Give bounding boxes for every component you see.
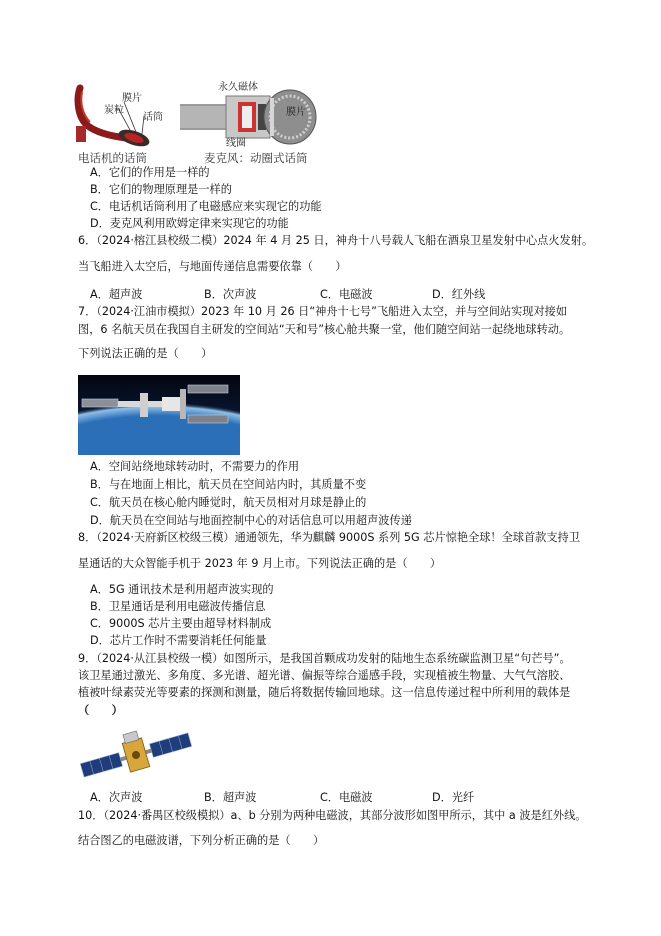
q10-stem-line2: 结合图乙的电磁波谱，下列分析正确的是（ ） xyxy=(78,834,325,847)
q5-option-d: D．麦克风利用欧姆定律来实现它的功能 xyxy=(90,217,289,230)
q9-stem-line3: 植被叶绿素荧光等要素的探测和测量，随后将数据传输回地球。这一信息传递过程中所利用的载体是 xyxy=(78,686,571,699)
satellite-image xyxy=(78,724,194,786)
q7-option-c: C．航天员在核心舱内睡觉时，航天员相对月球是静止的 xyxy=(90,496,367,509)
q9-stem-line1: 9．（2024·从江县校级一模）如图所示，是我国首颗成功发射的陆地生态系统碳监测卫星“句芒号”。 xyxy=(78,652,571,665)
q9-option-a: A．次声波 xyxy=(90,791,143,804)
q6-option-d: D．红外线 xyxy=(432,288,486,301)
q7-stem-line1: 7．（2024·江油市模拟）2023 年 10 月 26 日“神舟十七号”飞船进入太空，并与空间站实现对接如 xyxy=(78,305,568,318)
satellite-illustration xyxy=(78,724,194,786)
q8-stem-line1: 8．（2024·天府新区校级三模）通通领先，华为麒麟 9000S 系列 5G 芯片惊艳全球！全球首款支持卫 xyxy=(78,531,580,544)
q10-stem-line1: 10．（2024·番禺区校级模拟）a、b 分别为两种电磁波，其部分波形如图甲所示，其中 a 波是红外线。 xyxy=(78,809,587,822)
q7-stem-line2: 图，6 名航天员在我国自主研发的空间站“天和号”核心舱共聚一堂，他们随空间站一起绕地球转动。 xyxy=(78,323,571,336)
q8-stem-line2: 星通话的大众智能手机于 2023 年 9 月上市。下列说法正确的是（ ） xyxy=(78,557,442,570)
phone-label-granule: 炭粒 xyxy=(104,105,124,116)
q8-option-a: A．5G 通讯技术是利用超声波实现的 xyxy=(90,583,274,596)
q6-option-b: B．次声波 xyxy=(204,288,257,301)
q7-option-d: D．航天员在空间站与地面控制中心的对话信息可以用超声波传递 xyxy=(90,514,412,527)
q5-option-c: C．电话机话筒利用了电磁感应来实现它的功能 xyxy=(90,200,322,213)
q6-option-a: A．超声波 xyxy=(90,288,143,301)
space-station-illustration xyxy=(78,375,240,455)
q5-option-b: B．它们的物理原理是一样的 xyxy=(90,183,232,196)
q6-stem-line1: 6．（2024·榕江县校级二模）2024 年 4 月 25 日，神舟十八号载人飞船在酒泉卫星发射中心点火发射。 xyxy=(78,234,594,247)
q8-option-c: C．9000S 芯片主要由超导材料制成 xyxy=(90,617,272,630)
q6-option-c: C．电磁波 xyxy=(320,288,373,301)
phone-label-film: 膜片 xyxy=(122,93,142,104)
q8-option-b: B．卫星通话是利用电磁波传播信息 xyxy=(90,600,266,613)
q9-option-d: D．光纤 xyxy=(432,791,475,804)
q9-stem-line2: 该卫星通过激光、多角度、多光谱、超光谱、偏振等综合遥感手段，实现植被生物量、大气气溶胶、 xyxy=(78,669,571,682)
mic-label-magnet: 永久磁体 xyxy=(218,82,258,93)
q5-option-a: A．它们的作用是一样的 xyxy=(90,166,210,179)
mic-label-coil: 线圈 xyxy=(226,138,246,149)
q8-option-d: D．芯片工作时不需要消耗任何能量 xyxy=(90,634,267,647)
mic-label-film: 膜片 xyxy=(286,107,306,118)
phone-caption: 电话机的话筒 xyxy=(78,151,147,165)
mic-caption: 麦克风：动圈式话筒 xyxy=(204,151,308,165)
space-station-image xyxy=(78,375,240,455)
phone-label-mic: 话筒 xyxy=(143,112,163,123)
q9-option-b: B．超声波 xyxy=(204,791,257,804)
q7-option-a: A．空间站绕地球转动时，不需要力的作用 xyxy=(90,460,300,473)
q7-stem-line3: 下列说法正确的是（ ） xyxy=(78,347,213,360)
q9-stem-line4: （ ） xyxy=(78,704,123,717)
q6-stem-line2: 当飞船进入太空后，与地面传递信息需要依靠（ ） xyxy=(78,260,347,273)
q9-option-c: C．电磁波 xyxy=(320,791,373,804)
q7-option-b: B．与在地面上相比，航天员在空间站内时，其质量不变 xyxy=(90,478,367,491)
